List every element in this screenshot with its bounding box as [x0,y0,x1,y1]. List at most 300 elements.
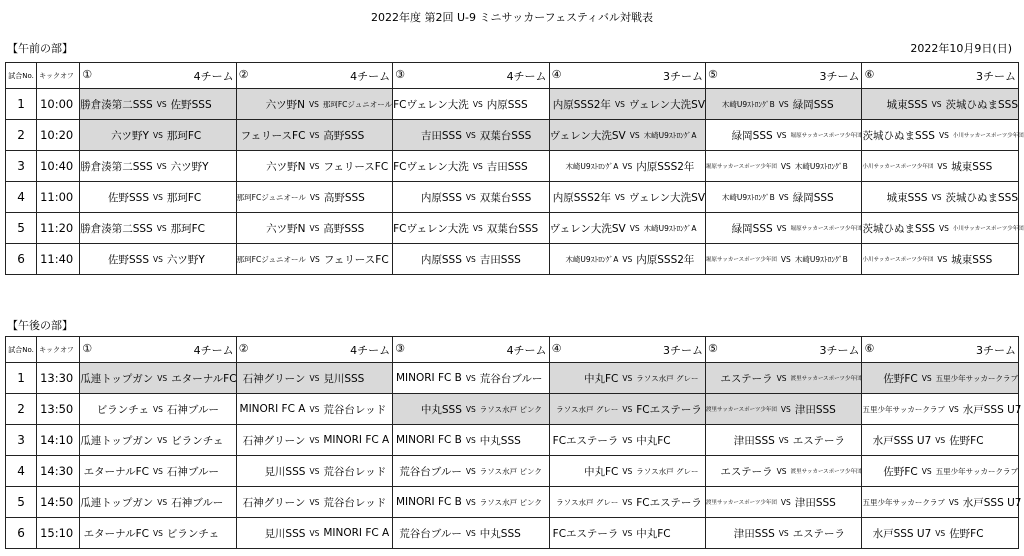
matchup [393,496,548,508]
vs-label: VS [157,435,168,445]
match-cell [80,363,236,394]
match-cell [236,89,392,120]
vs-label: VS [629,223,640,233]
morning-schedule-table [5,62,1024,275]
away-team: MINORI FC A [323,527,390,539]
matchup [393,433,548,448]
away-team: 内原SSS2年 [636,160,695,173]
match-row [6,151,1019,182]
kickoff-time: 11:00 [37,182,80,213]
match-number: 3 [6,151,37,182]
match-cell [80,487,236,518]
home-team: 勝倉湊第二SSS [80,222,153,235]
match-number: 2 [6,120,37,151]
matchup [237,495,392,510]
match-cell [706,425,862,456]
group-team-count: 3チーム [976,343,1016,357]
vs-label: VS [778,192,789,202]
group-number: ① [82,67,93,81]
matchup [706,464,861,479]
vs-label: VS [780,254,791,264]
header-row [6,337,1019,363]
vs-label: VS [935,435,946,445]
home-team: 中丸FC [583,372,619,385]
vs-label: VS [472,161,483,171]
match-number: 1 [6,363,37,394]
home-team: 石神グリーン [242,372,306,385]
away-team: 双葉台SSS [479,129,532,142]
away-team: 五里少年サッカークラブ [935,466,1018,476]
home-team: 那珂FCジュニオール [236,254,306,264]
match-row [6,363,1019,394]
matchup [862,464,1018,479]
match-row [6,456,1019,487]
vs-label: VS [935,528,946,538]
match-cell [236,244,392,275]
away-team: 城東SSS [951,160,993,173]
away-team: 小川サッカースポーツ少年団 [952,226,1024,232]
match-cell [236,120,392,151]
matchup [393,221,548,236]
match-row [6,244,1019,275]
vs-label: VS [152,528,163,538]
home-team: 石神グリーン [242,496,306,509]
away-team: 佐野FC [949,434,984,447]
matchup [706,526,861,541]
home-team: エターナルFC [83,465,149,478]
kickoff-time: 11:20 [37,213,80,244]
away-team: 木崎U9ｽﾄﾛﾝｸﾞB [794,161,848,171]
match-row [6,425,1019,456]
match-cell [706,394,862,425]
match-cell [236,213,392,244]
away-team: 那珂FC [166,129,202,142]
match-row [6,120,1019,151]
match-number: 4 [6,456,37,487]
group-header [549,63,705,89]
home-team: MINORI FC B [395,434,462,446]
home-team: 内原SSS2年 [552,191,611,204]
matchup [393,402,548,417]
matchup [550,433,705,448]
match-cell [706,213,862,244]
group-number: ⑤ [708,67,718,81]
match-cell [862,182,1019,213]
home-team: 木崎U9ｽﾄﾛﾝｸﾞA [565,161,619,171]
match-number: 6 [6,244,37,275]
match-cell [706,487,862,518]
away-team: 中丸SSS [479,434,521,447]
match-number: 4 [6,182,37,213]
away-team: FCエステーラ [636,403,702,416]
matchup [706,371,861,386]
away-team: 茨城ひぬまSSS [945,98,1018,111]
vs-label: VS [778,99,789,109]
match-number: 2 [6,394,37,425]
match-number: 5 [6,487,37,518]
match-cell [862,151,1019,182]
group-number: ⑥ [864,67,875,81]
away-team: 高野SSS [323,191,365,204]
away-team: 石神ブルー [166,403,219,416]
group-team-count: 4チーム [193,69,234,83]
home-team: 那珂FCジュニオール [236,192,306,202]
vs-label: VS [931,192,942,202]
vs-label: VS [309,130,320,140]
away-team: 六ツ野Y [166,253,205,266]
matchup [862,495,1022,510]
matchup [706,161,861,172]
away-team: 津田SSS [794,403,836,416]
vs-label: VS [776,373,787,383]
away-team: ラソス水戸 ピンク [479,404,542,414]
away-team: 茨城ひぬまSSS [945,191,1018,204]
kickoff-time: 13:50 [37,394,80,425]
group-team-count: 3チーム [663,69,704,83]
group-number: ⑥ [864,341,875,355]
group-team-count: 3チーム [819,343,860,357]
away-team: 石神ブルー [171,496,224,509]
match-cell [393,151,549,182]
match-cell [236,518,392,549]
vs-label: VS [472,223,483,233]
home-team: 見川SSS [264,527,306,540]
match-cell [236,394,392,425]
match-cell [862,394,1022,425]
match-cell [862,456,1019,487]
match-row [6,213,1019,244]
group-number: ② [238,67,249,81]
match-cell [706,182,862,213]
vs-label: VS [921,466,932,476]
away-team: 堀原サッカースポーツ少年団 [790,226,862,232]
vs-label: VS [780,497,791,507]
away-team: 木崎U9ｽﾄﾛﾝｸﾞA [643,130,697,140]
matchup [862,371,1018,386]
vs-label: VS [156,223,167,233]
away-team: FCエステーラ [636,496,702,509]
away-team: 木崎U9ｽﾄﾛﾝｸﾞA [643,223,697,233]
home-team: 佐野SSS [107,253,149,266]
match-cell [549,425,705,456]
away-team: 中丸FC [636,527,671,540]
vs-label: VS [776,130,787,140]
vs-label: VS [931,99,942,109]
away-team: 緑岡SSS [792,191,834,204]
header-row [6,63,1019,89]
match-cell [393,456,549,487]
home-team: MINORI FC A [239,403,306,415]
matchup [393,190,548,205]
match-row [6,518,1019,549]
vs-label: VS [622,373,633,383]
home-team: 勝倉湊第二SSS [80,98,153,111]
matchup [550,128,705,143]
matchup [80,402,235,417]
home-team: 見川SSS [264,465,306,478]
vs-label: VS [948,497,959,507]
match-cell [549,456,705,487]
match-cell [706,120,862,151]
home-team: 水戸SSS U7 [872,434,932,447]
matchup [80,252,235,267]
group-header [706,63,862,89]
match-cell [393,120,549,151]
away-team: ラソス水戸 グレー [636,373,699,383]
match-cell [393,182,549,213]
vs-label: VS [937,161,948,171]
match-row [6,394,1019,425]
match-row [6,182,1019,213]
home-team: ラソス水戸 グレー [556,404,619,414]
match-cell [862,487,1022,518]
away-team: 五里少年サッカークラブ [935,373,1018,383]
matchup [862,402,1022,417]
vs-label: VS [465,528,476,538]
away-team: ヴェレン大洗SV [628,191,706,204]
home-team: ビランチェ [96,403,149,416]
vs-label: VS [622,497,633,507]
vs-label: VS [622,466,633,476]
vs-label: VS [780,161,791,171]
match-cell [549,394,705,425]
match-cell [706,456,862,487]
home-team: 佐野FC [883,465,918,478]
vs-label: VS [309,254,320,264]
vs-label: VS [309,497,320,507]
away-team: 荒谷台レッド [323,496,387,509]
group-team-count: 4チーム [506,69,547,83]
match-cell [393,213,549,244]
match-cell [393,518,549,549]
match-cell [549,213,705,244]
away-team: 木崎U9ｽﾄﾛﾝｸﾞB [794,254,848,264]
away-team: 中丸SSS [479,527,521,540]
matchup [550,221,705,236]
matchup [80,495,235,510]
home-team: 吉田SSS [420,129,462,142]
away-team: 佐野SSS [170,98,212,111]
match-cell [236,487,392,518]
away-team: エステーラ [792,434,845,447]
matchup [862,433,1018,448]
match-cell [706,151,862,182]
matchup [80,190,235,205]
vs-label: VS [780,404,791,414]
matchup [550,526,705,541]
match-cell [549,363,705,394]
match-number: 6 [6,518,37,549]
home-team: ラソス水戸 グレー [556,497,619,507]
home-team: 小川サッカースポーツ少年団 [862,164,934,170]
matchup [237,159,392,174]
group-team-count: 4チーム [193,343,234,357]
match-cell [80,89,236,120]
vs-label: VS [157,373,168,383]
away-team: ラソス水戸 グレー [636,466,699,476]
matchup [862,526,1018,541]
match-number: 1 [6,89,37,120]
home-team: 渡里サッカースポーツ少年団 [706,407,777,413]
matchup [550,371,705,386]
vs-label: VS [309,192,320,202]
match-cell [549,518,705,549]
match-cell [549,487,705,518]
morning-section-label: 【午前の部】 [7,42,73,55]
home-team: 水戸SSS U7 [872,527,932,540]
matchup [550,159,705,174]
kickoff-time: 10:20 [37,120,80,151]
away-team: 双葉台SSS [479,191,532,204]
away-team: 水戸SSS U7 [962,403,1022,416]
home-team: 内原SSS2年 [552,98,611,111]
away-team: 荒谷台ブルー [479,372,543,385]
vs-label: VS [308,99,319,109]
home-team: 木崎U9ｽﾄﾛﾝｸﾞB [721,192,775,202]
matchup [237,464,392,479]
match-cell [862,89,1019,120]
vs-label: VS [938,130,949,140]
home-team: 小川サッカースポーツ少年団 [862,257,934,263]
away-team: 堀原サッカースポーツ少年団 [790,133,862,139]
vs-label: VS [309,435,320,445]
home-team: 渡里サッカースポーツ少年団 [706,500,777,506]
group-header [549,337,705,363]
matchup [862,128,1024,143]
matchup [862,252,1018,267]
vs-label: VS [921,373,932,383]
home-team: 津田SSS [733,434,775,447]
kickoff-time: 11:40 [37,244,80,275]
home-team: 津田SSS [733,527,775,540]
away-team: ラソス水戸 ピンク [479,466,542,476]
home-team: 木崎U9ｽﾄﾛﾝｸﾞA [565,254,619,264]
away-team: 荒谷台レッド [323,465,387,478]
away-team: ビランチェ [171,434,224,447]
home-team: FCエステーラ [552,434,619,447]
away-team: ラソス水戸 ピンク [479,497,542,507]
vs-label: VS [778,528,789,538]
group-number: ② [238,341,249,355]
match-cell [80,120,236,151]
matchup [80,128,235,143]
match-cell [80,151,236,182]
home-team: エターナルFC [83,527,149,540]
matchup [706,495,861,510]
away-team: フェリースFC [323,160,389,173]
home-team: 中丸SSS [420,403,462,416]
away-team: 緑岡SSS [792,98,834,111]
vs-label: VS [937,254,948,264]
group-team-count: 3チーム [976,69,1016,83]
kickoff-time: 10:00 [37,89,80,120]
match-cell [706,89,862,120]
away-team: 高野SSS [323,222,365,235]
home-team: 茨城ひぬまSSS [862,129,935,142]
vs-label: VS [152,404,163,414]
home-team: 城東SSS [886,98,928,111]
matchup [550,464,705,479]
match-cell [862,363,1019,394]
away-team: 津田SSS [794,496,836,509]
matchup [393,464,548,479]
home-team: 六ツ野N [266,222,306,235]
home-team: 内原SSS [420,191,462,204]
home-team: MINORI FC B [395,496,462,508]
home-team: 堀原サッカースポーツ少年団 [706,257,777,263]
home-team: FCヴェレン大洗 [393,222,469,235]
matchup [550,495,705,510]
away-team: 中丸FC [636,434,671,447]
home-team: フェリースFC [240,129,306,142]
match-cell [862,425,1019,456]
kickoff-header: キックオフ [37,63,80,89]
vs-label: VS [629,130,640,140]
away-team: 吉田SSS [486,160,528,173]
kickoff-header: キックオフ [37,337,80,363]
event-date: 2022年10月9日(日) [910,42,1012,55]
away-team: 那珂FCジュニオール [322,99,393,109]
away-team: 双葉台SSS [486,222,539,235]
home-team: FCヴェレン大洗 [393,160,469,173]
match-cell [80,394,236,425]
home-team: 荒谷台ブルー [399,527,462,540]
match-cell [393,363,549,394]
group-header [862,337,1019,363]
afternoon-section-label: 【午後の部】 [7,319,73,332]
kickoff-time: 14:30 [37,456,80,487]
match-cell [549,89,705,120]
matchup [862,97,1018,112]
matchup [393,371,548,386]
matchup [706,402,861,417]
home-team: 佐野FC [883,372,918,385]
matchup [237,402,392,417]
home-team: 木崎U9ｽﾄﾛﾝｸﾞB [721,99,775,109]
home-team: 五里少年サッカークラブ [862,497,945,507]
home-team: FCエステーラ [552,527,619,540]
away-team: 城東SSS [951,253,993,266]
matchup [237,128,392,143]
group-header [236,63,392,89]
vs-label: VS [465,192,476,202]
away-team: フェリースFC [323,253,389,266]
group-header [236,337,392,363]
home-team: 瓜連トップガン [80,434,154,447]
match-no-header: 試合No. [6,63,37,89]
group-number: ① [82,341,93,355]
vs-label: VS [622,404,633,414]
away-team: 石神ブルー [166,465,219,478]
matchup [706,221,861,236]
match-cell [862,213,1024,244]
away-team: 渡里サッカースポーツ少年団 [790,376,862,382]
group-number: ④ [551,341,562,355]
vs-label: VS [152,192,163,202]
match-cell [549,120,705,151]
match-cell [393,425,549,456]
match-no-header: 試合No. [6,337,37,363]
vs-label: VS [776,223,787,233]
matchup [550,97,705,112]
matchup [550,190,705,205]
match-cell [706,363,862,394]
matchup [237,371,392,386]
matchup [80,97,235,112]
group-header [80,63,236,89]
matchup [237,97,392,112]
vs-label: VS [776,466,787,476]
